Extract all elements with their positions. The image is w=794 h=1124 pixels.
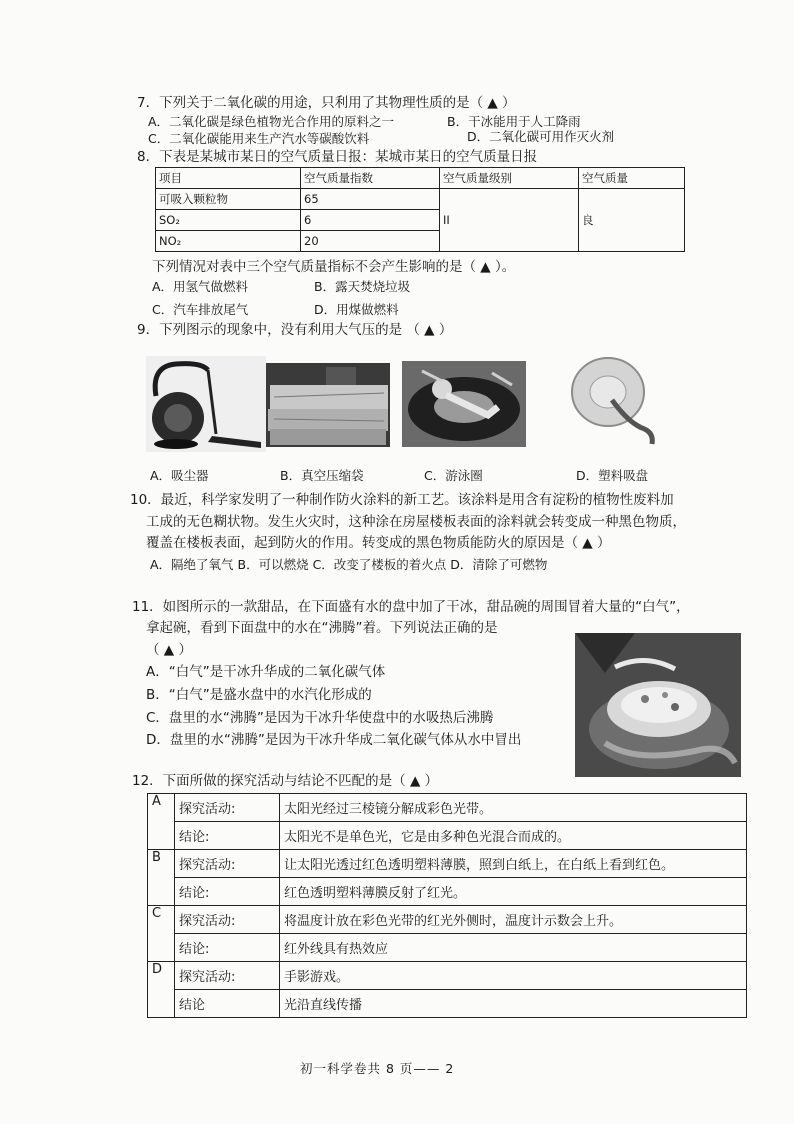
q7-option-b: B．干冰能用于人工降雨 <box>447 114 581 129</box>
suction-cup-image <box>568 352 660 450</box>
table-row <box>148 906 747 934</box>
quality-cell: 良 <box>579 189 685 252</box>
q7-option-c: C．二氧化碳能用来生产汽水等碳酸饮料 <box>148 131 370 146</box>
row-activity-value: 让太阳光透过红色透明塑料薄膜，照到白纸上，在白纸上看到红色。 <box>280 850 747 878</box>
q10-line-3: 覆盖在楼板表面，起到防火的作用。转变成的黑色物质能防火的原因是（ ▲ ） <box>146 535 611 551</box>
row-conclusion-key: 结论: <box>175 934 280 962</box>
vacuum-bag-image <box>266 363 390 447</box>
row-letter: A <box>148 794 175 850</box>
row-activity-key: 探究活动: <box>175 906 280 934</box>
q11-option-d: D．盘里的水“沸腾”是因为干冰升华成二氧化碳气体从水中冒出 <box>146 732 522 748</box>
q10-line-1: 10．最近，科学家发明了一种制作防火涂料的新工艺。该涂料是用含有淀粉的植物性废料加 <box>130 492 674 508</box>
q11-line-2: 拿起碗，看到下面盘中的水在“沸腾”着。下列说法正确的是 <box>146 620 498 636</box>
header-level: 空气质量级别 <box>440 168 579 189</box>
row-letter: B <box>148 850 175 906</box>
row-index: 6 <box>301 210 440 231</box>
table-row <box>148 962 747 990</box>
row-conclusion-value: 红色透明塑料薄膜反射了红光。 <box>280 878 747 906</box>
q11-line-3: （ ▲ ） <box>146 642 192 658</box>
row-activity-value: 将温度计放在彩色光带的红光外侧时，温度计示数会上升。 <box>280 906 747 934</box>
q11-option-b: B．“白气”是盛水盘中的水汽化形成的 <box>146 687 372 703</box>
row-item: 可吸入颗粒物 <box>156 189 301 210</box>
table-row <box>148 878 747 906</box>
row-index: 20 <box>301 231 440 252</box>
table-row <box>148 822 747 850</box>
q8-option-a: A．用氢气做燃料 <box>152 279 249 294</box>
q8-option-c: C．汽车排放尾气 <box>152 302 249 317</box>
vacuum-cleaner-image <box>146 356 266 452</box>
row-activity-value: 手影游戏。 <box>280 962 747 990</box>
table-row <box>156 189 685 210</box>
q10-line-2: 工成的无色糊状物。发生火灾时，这种涂在房屋楼板表面的涂料就会转变成一种黑色物质， <box>146 514 686 530</box>
q9-option-a: A．吸尘器 <box>150 468 209 483</box>
row-activity-key: 探究活动: <box>175 962 280 990</box>
row-conclusion-key: 结论: <box>175 878 280 906</box>
row-conclusion-value: 太阳光不是单色光，它是由多种色光混合而成的。 <box>280 822 747 850</box>
row-conclusion-value: 光沿直线传播 <box>280 990 747 1018</box>
row-conclusion-value: 红外线具有热效应 <box>280 934 747 962</box>
header-item: 项目 <box>156 168 301 189</box>
row-item: SO₂ <box>156 210 301 231</box>
table-row <box>148 850 747 878</box>
q7-stem: 7．下列关于二氧化碳的用途，只利用了其物理性质的是（ ▲ ） <box>137 95 516 111</box>
dessert-dry-ice-image <box>575 633 741 777</box>
table-row <box>148 990 747 1018</box>
row-activity-value: 太阳光经过三棱镜分解成彩色光带。 <box>280 794 747 822</box>
table-header-row <box>156 168 685 189</box>
q9-option-b: B．真空压缩袋 <box>280 468 364 483</box>
row-activity-key: 探究活动: <box>175 794 280 822</box>
q11-option-a: A．“白气”是干冰升华成的二氧化碳气体 <box>146 664 386 680</box>
q7-option-d: D．二氧化碳可用作灭火剂 <box>467 129 615 144</box>
page-footer: 初一科学卷共 8 页—— 2 <box>300 1061 455 1076</box>
row-conclusion-key: 结论 <box>175 990 280 1018</box>
q9-option-c: C．游泳圈 <box>424 468 483 483</box>
header-index: 空气质量指数 <box>301 168 440 189</box>
table-row <box>148 794 747 822</box>
q11-option-c: C．盘里的水“沸腾”是因为干冰升华使盘中的水吸热后沸腾 <box>146 710 494 726</box>
inquiry-table <box>147 793 747 1018</box>
q8-sub: 下列情况对表中三个空气质量指标不会产生影响的是（ ▲ ）。 <box>152 259 516 275</box>
row-activity-key: 探究活动: <box>175 850 280 878</box>
air-quality-table <box>155 167 685 252</box>
q10-options: A．隔绝了氧气 B．可以燃烧 C．改变了楼板的着火点 D．清除了可燃物 <box>150 557 548 572</box>
q9-stem: 9．下列图示的现象中，没有利用大气压的是 （ ▲ ） <box>137 322 453 338</box>
q11-line-1: 11．如图所示的一款甜品，在下面盛有水的盘中加了干冰，甜品碗的周围冒着大量的“白气”， <box>132 599 690 615</box>
q12-stem: 12．下面所做的探究活动与结论不匹配的是（ ▲ ） <box>132 773 439 789</box>
level-cell: II <box>440 189 579 252</box>
q7-option-a: A．二氧化碳是绿色植物光合作用的原料之一 <box>148 114 395 129</box>
header-quality: 空气质量 <box>579 168 685 189</box>
swim-ring-image <box>402 361 526 447</box>
table-row <box>148 934 747 962</box>
row-index: 65 <box>301 189 440 210</box>
q8-option-b: B．露天焚烧垃圾 <box>314 279 411 294</box>
row-letter: D <box>148 962 175 1018</box>
q9-option-d: D．塑料吸盘 <box>576 468 649 483</box>
row-conclusion-key: 结论: <box>175 822 280 850</box>
row-item: NO₂ <box>156 231 301 252</box>
q8-option-d: D．用煤做燃料 <box>314 302 399 317</box>
q8-stem: 8．下表是某城市某日的空气质量日报：某城市某日的空气质量日报 <box>137 149 538 165</box>
row-letter: C <box>148 906 175 962</box>
